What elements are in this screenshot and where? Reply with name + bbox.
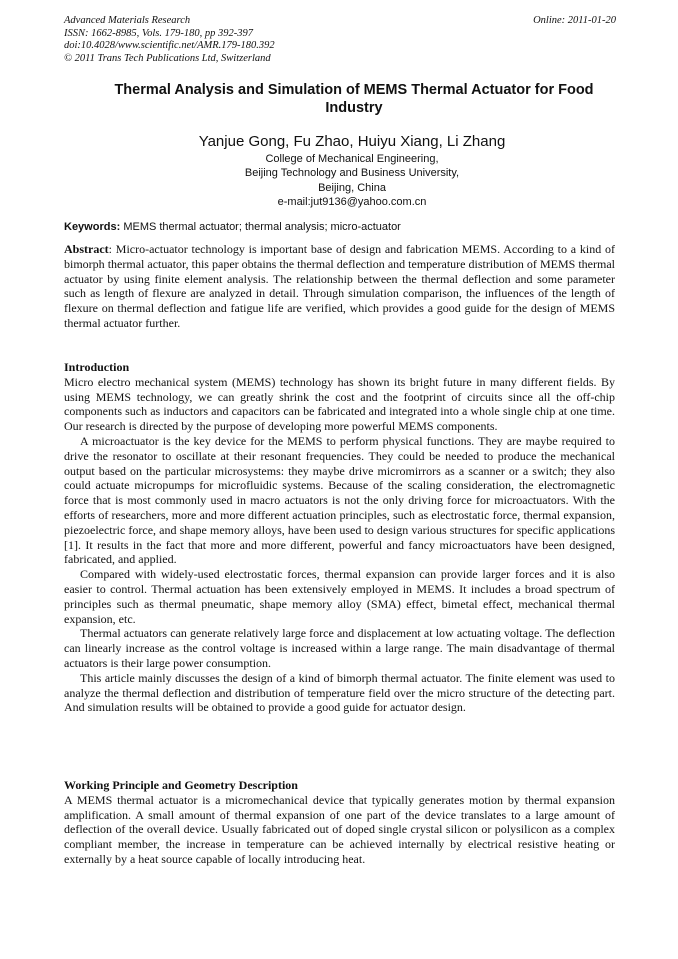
affiliation-city: Beijing, China <box>318 181 386 194</box>
introduction-heading: Introduction <box>64 360 130 374</box>
doi-line: doi:10.4028/www.scientific.net/AMR.179-180.392 <box>64 40 275 51</box>
affiliation-department: College of Mechanical Engineering, <box>265 153 439 165</box>
copyright-line: © 2011 Trans Tech Publications Ltd, Switzerland <box>64 52 271 64</box>
working-principle-paragraph: A MEMS thermal actuator is a micromechanical device that typically generates motion by thermal expansion amplification. A small amount of thermal expansion of one part of the device translates to a large amount of deflection of the overall device. Usually fabricated out of doped single crystal silicon or polysilicon as a complex compliant member, the increase in temperature can be achieved internally by electrical resistive heating or externally by a heat source capable of locally introducing heat. <box>64 792 615 866</box>
working-principle-heading: Working Principle and Geometry Description <box>64 778 298 792</box>
keywords-text: MEMS thermal actuator; thermal analysis; micro-actuator <box>123 221 401 233</box>
contact-email: e-mail:jut9136@yahoo.com.cn <box>277 196 427 209</box>
issn-line: ISSN: 1662-8985, Vols. 179-180, pp 392-397 <box>64 27 253 39</box>
introduction-section <box>64 360 615 715</box>
keywords-label: Keywords: <box>64 221 121 233</box>
paper-title: Thermal Analysis and Simulation of MEMS Thermal Actuator for Food Industry <box>114 82 594 116</box>
abstract-paragraph <box>64 242 615 331</box>
intro-paragraph: This article mainly discusses the design of a kind of bimorph thermal actuator. The finite element was used to analyze the thermal deflection and distribution of temperature field over the micro structure of the detecting part. And simulation results will be obtained to provide a good guide for actuator design. <box>64 670 615 715</box>
intro-paragraph: Compared with widely-used electrostatic forces, thermal expansion can provide larger forces and it is also easier to control. Thermal actuation has been extensively employed in MEMS. It includes a broad spectrum of principles such as thermal pneumatic, shape memory alloy (SMA) effect, bimetal effect, mechanical thermal expansion, etc. <box>64 567 615 626</box>
online-date: Online: 2011-01-20 <box>533 15 616 26</box>
author-list: Yanjue Gong, Fu Zhao, Huiyu Xiang, Li Zhang <box>198 133 506 150</box>
working-principle-section <box>64 778 615 867</box>
journal-header <box>64 15 616 65</box>
intro-paragraph: Micro electro mechanical system (MEMS) technology has shown its bright future in many different fields. By using MEMS technology, we can greatly shrink the cost and the footprint of circuits since all the off-chip components such as inductors and capacitors can be fabricated and integrated into a whole single chip at one time. Our research is directed by the purpose of developing more powerful MEMS components. <box>64 374 615 434</box>
abstract <box>64 242 615 331</box>
intro-paragraph: A microactuator is the key device for the MEMS to perform physical functions. They are maybe required to drive the resonator to oscillate at their resonant frequencies. They could be needed to produce the mechanical output based on the particular microsystems: they maybe drive micromirrors as a scanner or a switch; they also could actuate micropumps for microfluidic systems. Because of the scaling consideration, the electromagnetic force that is most commonly used in macro actuators is not the only driving force for microactuators. With the efforts of researchers, more and more different actuation principles, such as electrostatic force, thermal expansion, piezoelectric force, and shape memory alloys, have been used to design various structures for specific applications [1]. It results in the fact that more and more different, powerful and fancy microactuators have been designed, fabricated, and applied. <box>64 433 615 567</box>
affiliation-university: Beijing Technology and Business University, <box>244 167 460 180</box>
abstract-label: Abstract <box>64 242 109 256</box>
affiliation <box>64 152 640 210</box>
journal-name: Advanced Materials Research <box>64 15 191 26</box>
intro-paragraph: Thermal actuators can generate relatively large force and displacement at low actuating voltage. The deflection can linearly increase as the control voltage is increased within a large range. The main disadvantage of thermal actuators is their large power consumption. <box>64 626 615 670</box>
abstract-text: : Micro-actuator technology is important base of design and fabrication MEMS. According to a kind of bimorph thermal actuator, this paper obtains the thermal deflection and temperature distribution of MEMS thermal actuator by using finite element analysis. The relationship between the thermal deflection and some parameter such as length of flexure are analyzed in detail. Through simulation comparison, the influences of the length of flexure on thermal deflection and fatigue life are verified, which provides a good guide for the design of MEMS thermal actuator further. <box>64 242 615 330</box>
keywords <box>64 220 616 234</box>
